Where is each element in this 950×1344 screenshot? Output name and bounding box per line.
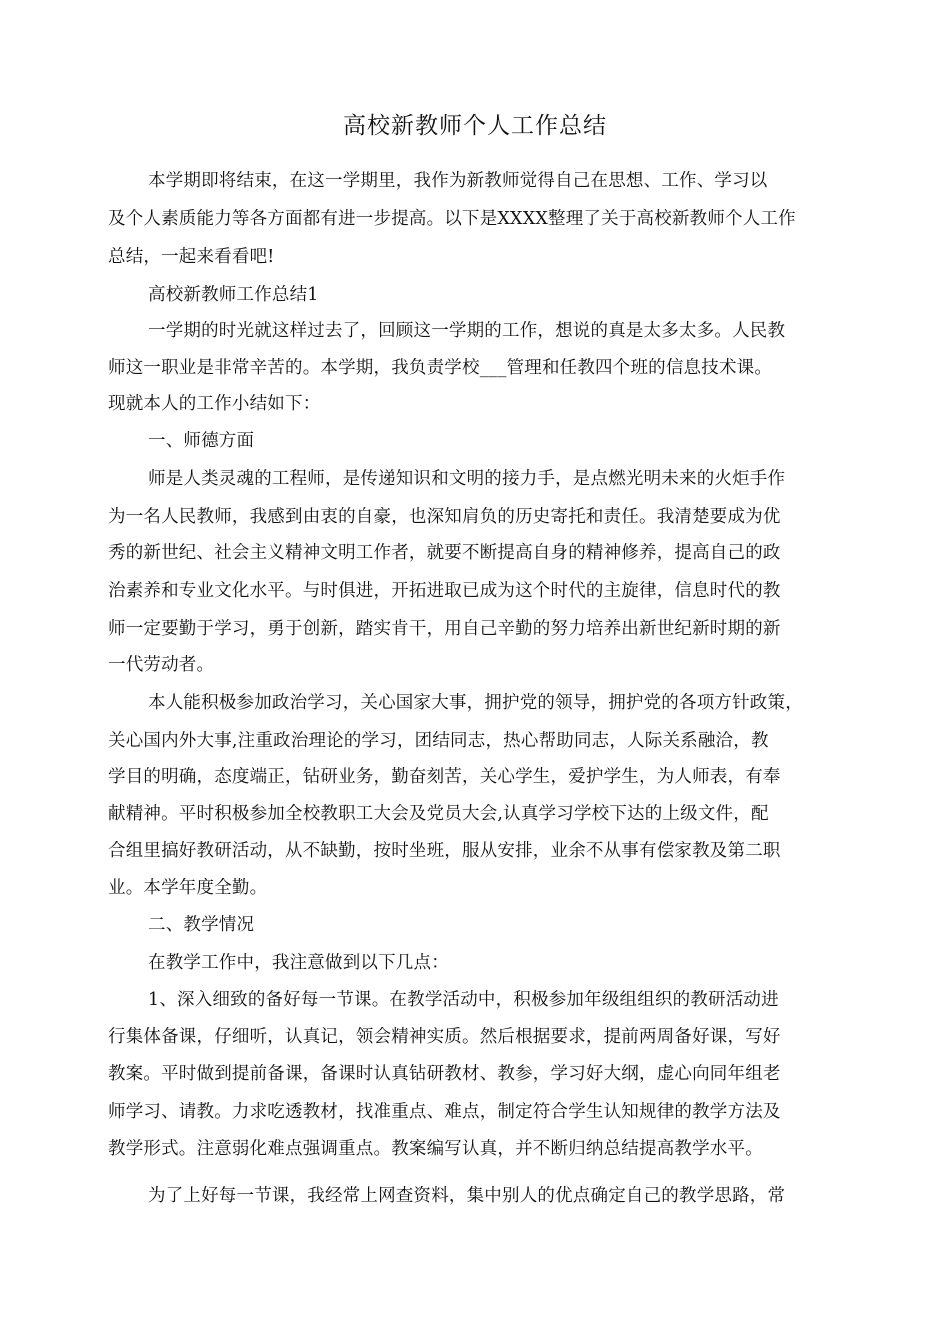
text-line: 治素养和专业文化水平。与时俱进，开拓进取已成为这个时代的主旋律，信息时代的教: [108, 581, 781, 601]
text-line: 本学期即将结束，在这一学期里，我作为新教师觉得自己在思想、工作、学习以: [148, 171, 768, 191]
text-line: 献精神。平时积极参加全校教职工大会及党员大会,认真学习学校下达的上级文件，配: [108, 804, 769, 824]
text-line: 1、深入细致的备好每一节课。在教学活动中，积极参加年级组组织的教研活动进: [148, 990, 779, 1010]
text-line: 行集体备课，仔细听，认真记，领会精神实质。然后根据要求，提前两周备好课，写好: [108, 1027, 781, 1047]
text-line: 合组里搞好教研活动，从不缺勤，按时坐班，服从安排，业余不从事有偿家教及第二职: [108, 841, 781, 861]
text-line: 现就本人的工作小结如下：: [108, 394, 321, 414]
text-line: 总结，一起来看看吧!: [108, 247, 275, 267]
text-line: 学目的明确，态度端正，钻研业务，勤奋刻苦，关心学生，爱护学生，为人师表，有奉: [108, 767, 781, 787]
text-line: 本人能积极参加政治学习，关心国家大事，拥护党的领导，拥护党的各项方针政策，: [148, 693, 803, 713]
text-line: 一代劳动者。: [108, 655, 215, 675]
section-heading: 高校新教师工作总结1: [148, 285, 319, 305]
text-line: 教学形式。注意弱化难点强调重点。教案编写认真，并不断归纳总结提高教学水平。: [108, 1139, 763, 1159]
text-line: 业。本学年度全勤。: [108, 878, 268, 898]
text-line: 为一名人民教师，我感到由衷的自豪，也深知肩负的历史寄托和责任。我清楚要成为优: [108, 507, 781, 527]
text-line: 关心国内外大事,注重政治理论的学习，团结同志，热心帮助同志，人际关系融洽，教: [108, 731, 769, 751]
text-line: 在教学工作中，我注意做到以下几点：: [148, 953, 449, 973]
text-line: 为了上好每一节课，我经常上网查资料，集中别人的优点确定自己的教学思路，常: [148, 1186, 786, 1206]
section-heading: 二、教学情况: [148, 915, 255, 935]
text-line: 师是人类灵魂的工程师，是传递知识和文明的接力手，是点燃光明未来的火炬手作: [148, 469, 786, 489]
text-line: 师一定要勤于学习，勇于创新，踏实肯干，用自己辛勤的努力培养出新世纪新时期的新: [108, 619, 781, 639]
text-line: 师这一职业是非常辛苦的。本学期，我负责学校___管理和任教四个班的信息技术课。: [108, 358, 773, 378]
text-line: 教案。平时做到提前备课，备课时认真钻研教材、教参，学习好大纲，虚心向同年组老: [108, 1064, 781, 1084]
text-line: 一学期的时光就这样过去了，回顾这一学期的工作，想说的真是太多太多。人民教: [148, 321, 786, 341]
text-line: 秀的新世纪、社会主义精神文明工作者，就要不断提高自身的精神修养，提高自己的政: [108, 543, 781, 563]
text-line: 及个人素质能力等各方面都有进一步提高。以下是XXXX整理了关于高校新教师个人工作: [108, 209, 796, 229]
text-line: 师学习、请教。力求吃透教材，找准重点、难点，制定符合学生认知规律的教学方法及: [108, 1102, 781, 1122]
section-heading: 一、师德方面: [148, 431, 255, 451]
document-title: 高校新教师个人工作总结: [343, 113, 607, 139]
